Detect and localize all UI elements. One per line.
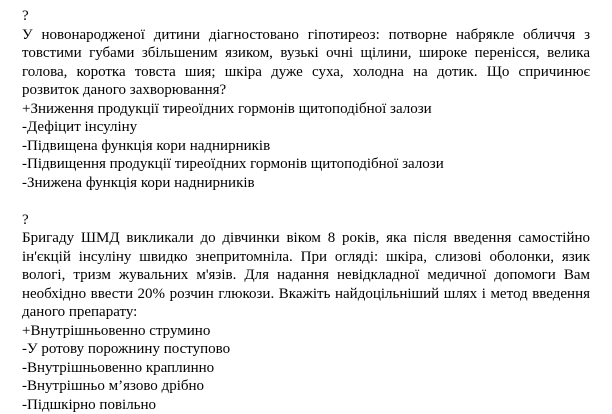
option-prefix: -: [22, 397, 27, 413]
option-prefix: -: [22, 156, 27, 172]
option-prefix: -: [22, 360, 27, 376]
question-block-1: [22, 7, 590, 192]
answer-option: [22, 174, 590, 193]
option-label: Внутрішньовенно краплинно: [27, 360, 214, 376]
option-label: Внутрішньо м’язово дрібно: [27, 378, 204, 394]
paragraph-spacer: [22, 192, 590, 211]
answer-option: [22, 359, 590, 378]
question-text: Бригаду ШМД викликали до дівчинки віком 8 років, яка після введення самостійно ін'єкцій інсуліну швидко знепритомніла. При огляді: шкіра, слизові оболонки, язик вологі, тризм жувальних м'язів. Для надання невідкладної медичної допомоги Вам необхідно ввести 20% розчин глюкози. Вкажіть найдоцільніший шлях і метод введення даного препарату:: [22, 229, 590, 322]
question-block-2: [22, 211, 590, 414]
question-marker: ?: [22, 211, 590, 230]
option-label: Підшкірно повільно: [27, 397, 156, 413]
question-text: У новонародженої дитини діагностовано гіпотиреоз: потворне набрякле обличчя з товстими губами збільшеним язиком, вузькі очні щілини, широке перенісся, велика голова, коротка товста шия; шкіра дуже суха, холодна на дотик. Що спричинює розвиток даного захворювання?: [22, 26, 590, 100]
answer-option-correct: [22, 100, 590, 119]
option-label: Підвищення продукції тиреоїдних гормонів щитоподібної залози: [27, 156, 444, 172]
option-prefix: -: [22, 341, 27, 357]
option-prefix: -: [22, 119, 27, 135]
answer-option-correct: [22, 322, 590, 341]
option-prefix: -: [22, 378, 27, 394]
option-prefix: -: [22, 175, 27, 191]
option-prefix: +: [22, 323, 30, 339]
answer-option: [22, 137, 590, 156]
answer-option: [22, 118, 590, 137]
option-label: Підвищена функція кори наднирників: [27, 138, 270, 154]
option-label: Дефіцит інсуліну: [27, 119, 137, 135]
answer-option: [22, 396, 590, 414]
option-prefix: -: [22, 138, 27, 154]
answer-option: [22, 340, 590, 359]
option-label: Внутрішньовенно струмино: [30, 323, 210, 339]
answer-option: [22, 155, 590, 174]
option-label: Знижена функція кори наднирників: [27, 175, 255, 191]
option-label: Зниження продукції тиреоїдних гормонів щитоподібної залози: [30, 101, 431, 117]
question-marker: ?: [22, 7, 590, 26]
option-label: У ротову порожнину поступово: [27, 341, 230, 357]
answer-option: [22, 377, 590, 396]
option-prefix: +: [22, 101, 30, 117]
